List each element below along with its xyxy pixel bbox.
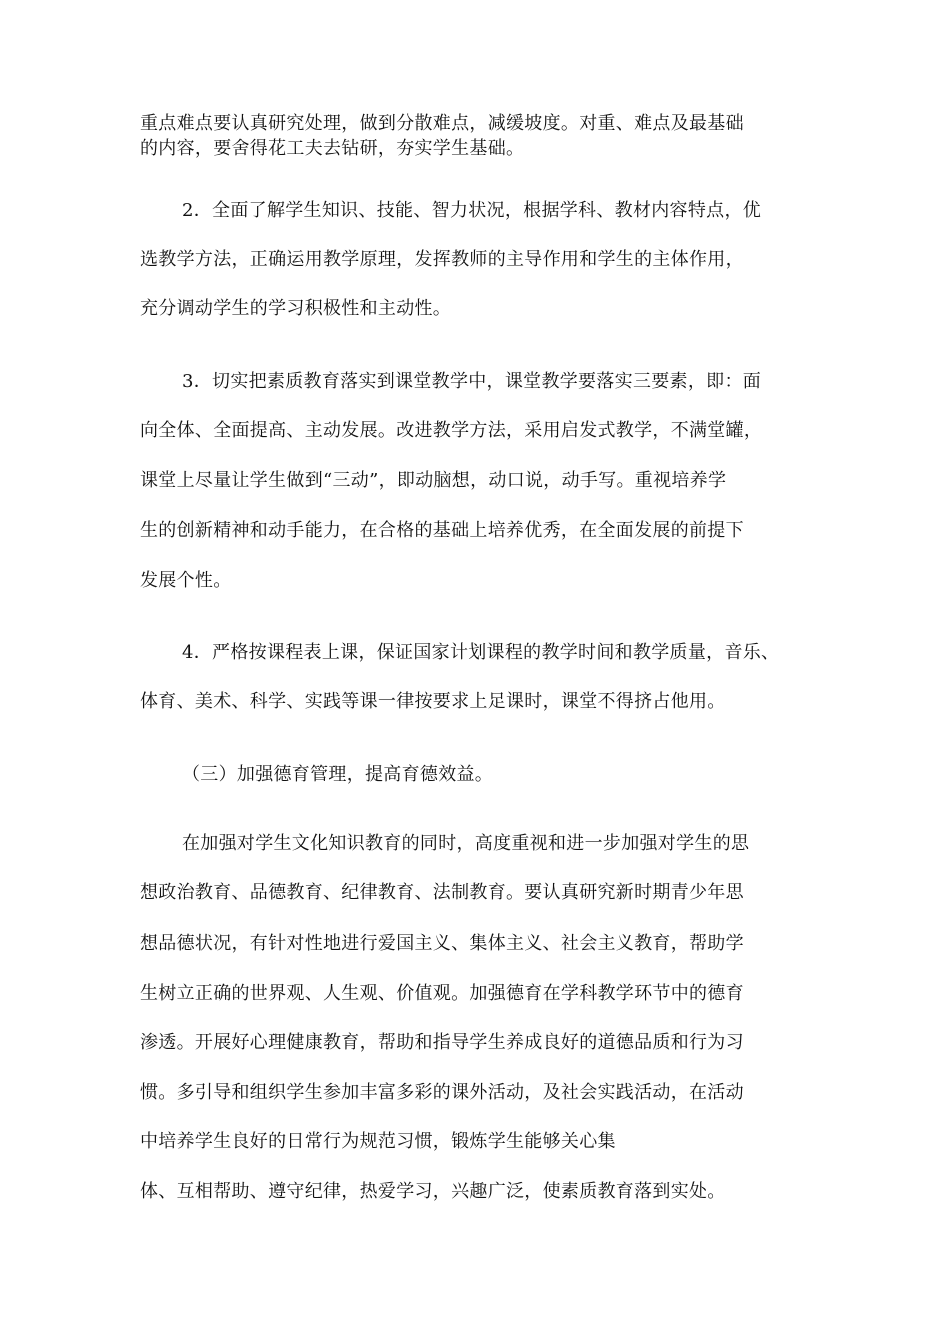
- text-line: 想品德状况，有针对性地进行爱国主义、集体主义、社会主义教育，帮助学: [140, 933, 744, 954]
- text-line: 课堂上尽量让学生做到“三动”，即动脑想，动口说，动手写。重视培养学: [140, 470, 727, 491]
- paragraph-2-line: 2．全面了解学生知识、技能、智力状况，根据学科、教材内容特点，优: [182, 200, 762, 221]
- text-line: 生树立正确的世界观、人生观、价值观。加强德育在学科教学环节中的德育: [140, 983, 744, 1004]
- text-line: 向全体、全面提高、主动发展。改进教学方法，采用启发式教学，不满堂罐，: [140, 420, 763, 441]
- section-heading: （三）加强德育管理，提高育德效益。: [182, 764, 494, 785]
- paragraph-4-line: 4．严格按课程表上课，保证国家计划课程的教学时间和教学质量，音乐、: [182, 642, 780, 663]
- text-line: 充分调动学生的学习积极性和主动性。: [140, 298, 452, 319]
- text-line: 体育、美术、科学、实践等课一律按要求上足课时，课堂不得挤占他用。: [140, 691, 726, 712]
- text-line: 想政治教育、品德教育、纪律教育、法制教育。要认真研究新时期青少年思: [140, 882, 744, 903]
- text-line: 中培养学生良好的日常行为规范习惯，锻炼学生能够关心集: [140, 1131, 616, 1152]
- paragraph-moral-line: 在加强对学生文化知识教育的同时，高度重视和进一步加强对学生的思: [182, 833, 750, 854]
- text-line: 的内容，要舍得花工夫去钻研，夯实学生基础。: [140, 138, 525, 159]
- text-line: 惯。多引导和组织学生参加丰富多彩的课外活动，及社会实践活动，在活动: [140, 1082, 744, 1103]
- text-line: 生的创新精神和动手能力，在合格的基础上培养优秀，在全面发展的前提下: [140, 520, 744, 541]
- text-line: 重点难点要认真研究处理，做到分散难点，减缓坡度。对重、难点及最基础: [140, 113, 744, 134]
- text-line: 选教学方法，正确运用教学原理，发挥教师的主导作用和学生的主体作用，: [140, 249, 744, 270]
- paragraph-3-line: 3．切实把素质教育落实到课堂教学中，课堂教学要落实三要素，即：面: [182, 371, 762, 392]
- text-line: 体、互相帮助、遵守纪律，热爱学习，兴趣广泛，使素质教育落到实处。: [140, 1181, 726, 1202]
- text-line: 发展个性。: [140, 570, 232, 591]
- text-line: 渗透。开展好心理健康教育，帮助和指导学生养成良好的道德品质和行为习: [140, 1032, 744, 1053]
